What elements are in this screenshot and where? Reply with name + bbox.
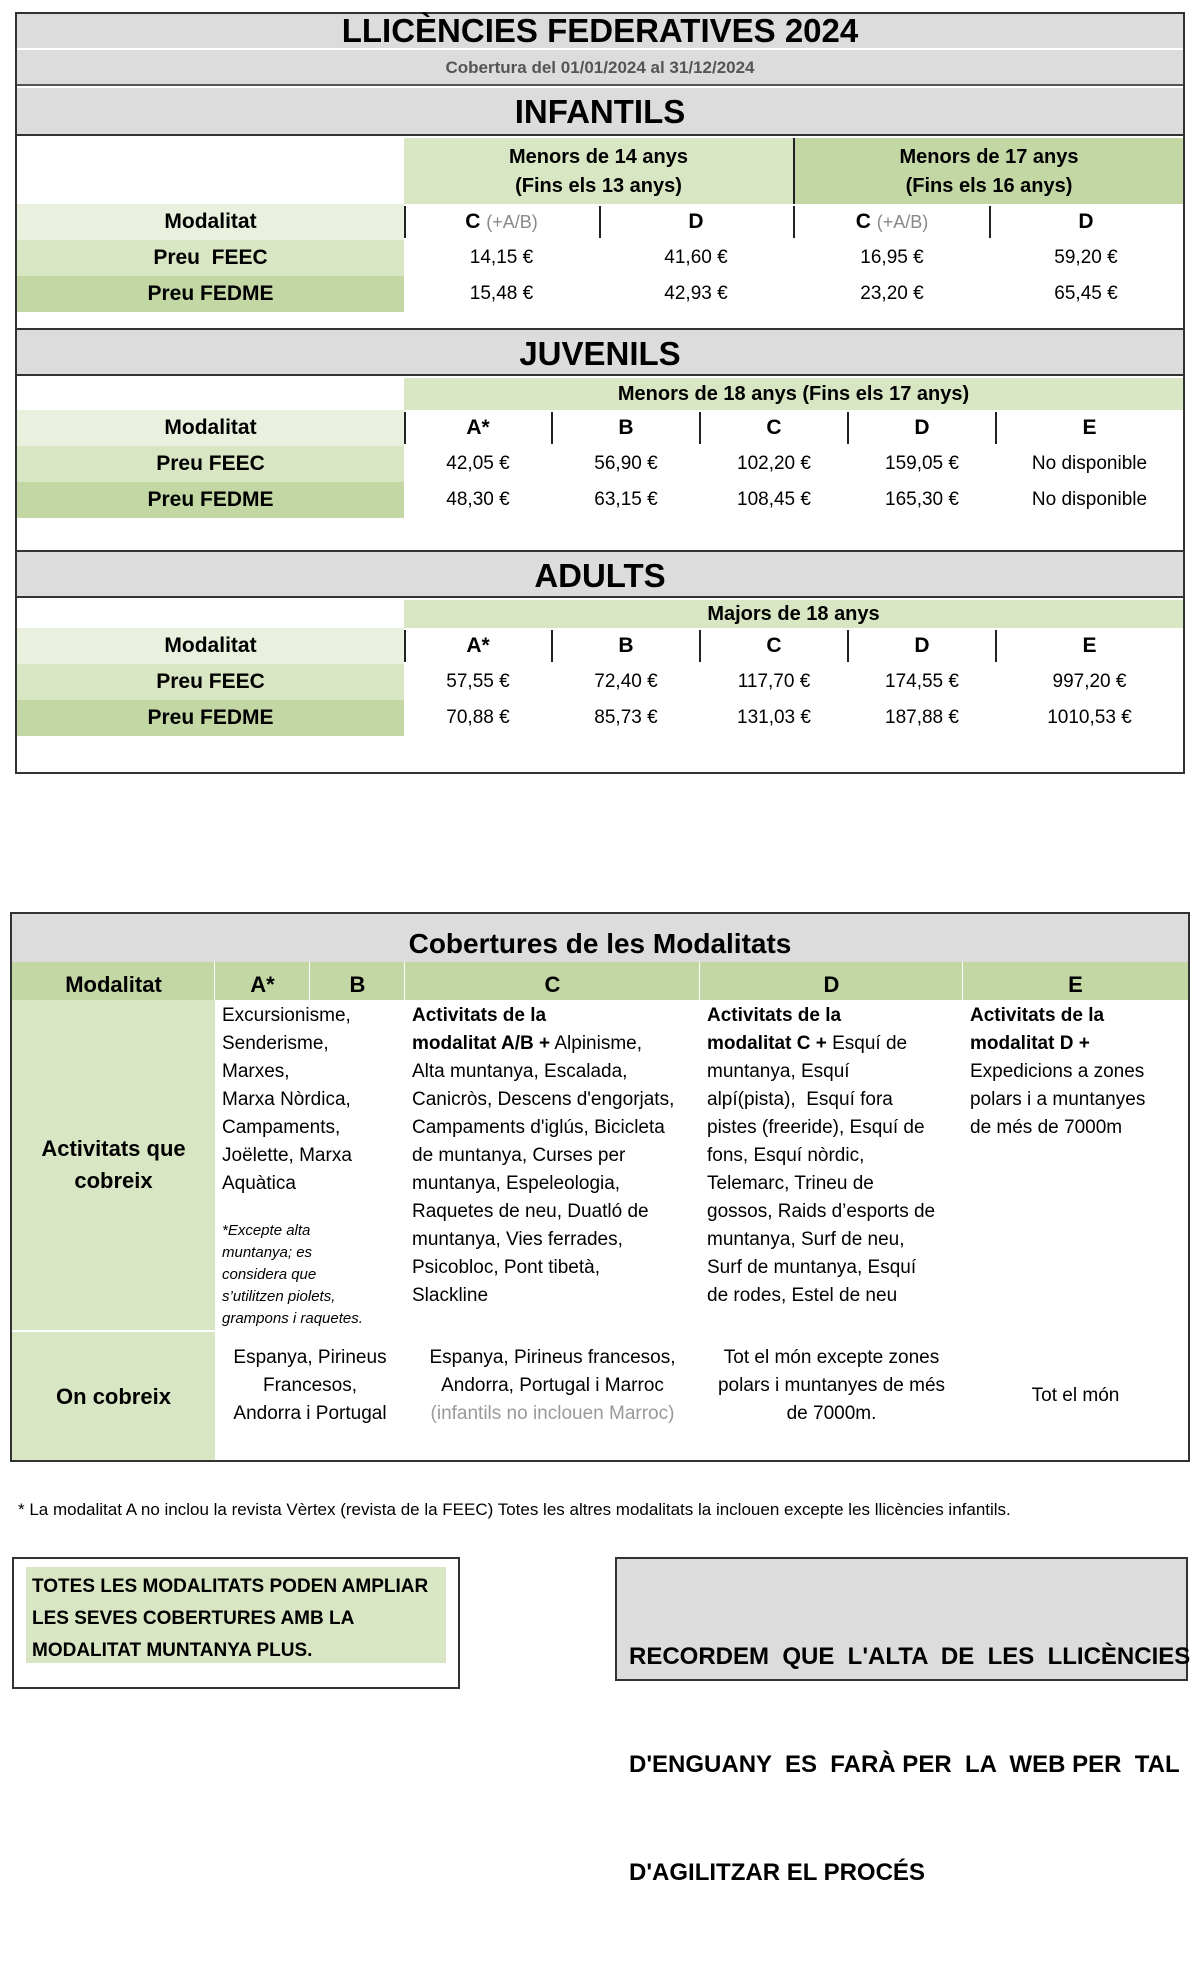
notice-left-text: TOTES LES MODALITATS PODEN AMPLIAR LES SEVES COBERTURES AMB LA MODALITAT MUNTANYA PLUS. xyxy=(32,1576,429,1661)
juvenils-feec-e: No disponible xyxy=(1031,453,1148,474)
infantils-fedme-c2: 23,20 € xyxy=(860,283,924,304)
juvenils-fedme-b: 63,15 € xyxy=(594,489,658,510)
adults-band xyxy=(17,552,1183,598)
juvenils-fedme-d: 165,30 € xyxy=(885,489,959,510)
adults-group: Majors de 18 anys xyxy=(404,600,1183,628)
footnote: * La modalitat A no inclou la revista Vèrtex (revista de la FEEC) Totes les altres modalitats la inclouen excepte les llicències infantils. xyxy=(18,1500,1011,1519)
infantils-group2: Menors de 17 anys (Fins els 16 anys) xyxy=(795,138,1183,204)
adults-mod-b: B xyxy=(618,634,634,657)
juvenils-group: Menors de 18 anys (Fins els 17 anys) xyxy=(404,378,1183,410)
adults-feec-b: 72,40 € xyxy=(594,671,658,692)
adults-heading: ADULTS xyxy=(534,557,666,594)
price-table xyxy=(15,12,1185,774)
notice-left-box xyxy=(12,1557,460,1689)
infantils-mod-c2: C (+A/B) xyxy=(855,210,929,233)
juvenils-mod-c: C xyxy=(766,416,782,439)
infantils-mod-d2: D xyxy=(1078,210,1094,233)
juvenils-feec-b: 56,90 € xyxy=(594,453,658,474)
infantils-feec-c2: 16,95 € xyxy=(860,247,924,268)
e-where: Tot el món xyxy=(1031,1385,1120,1406)
infantils-feec-label: Preu FEEC xyxy=(17,240,404,276)
infantils-mod-d1: D xyxy=(688,210,704,233)
juvenils-heading: JUVENILS xyxy=(519,335,681,372)
infantils-fedme-c1: 15,48 € xyxy=(469,283,534,304)
d-where: Tot el món excepte zones polars i muntanyes de més de 7000m. xyxy=(717,1347,946,1424)
adults-fedme-e: 1010,53 € xyxy=(1047,707,1132,728)
adults-feec-label: Preu FEEC xyxy=(17,664,404,700)
e-activities: Activitats de la modalitat D + Expedicions a zones polars i a muntanyes de més de 7000m xyxy=(970,1005,1146,1138)
juvenils-mod-d: D xyxy=(914,416,930,439)
title-band xyxy=(17,14,1183,48)
adults-feec-d: 174,55 € xyxy=(885,671,959,692)
coverage-heading-band xyxy=(12,914,1188,962)
juvenils-feec-label: Preu FEEC xyxy=(17,446,404,482)
notice-right-box xyxy=(615,1557,1191,1886)
infantils-band xyxy=(17,88,1183,136)
juvenils-mod-a: A* xyxy=(466,416,490,439)
adults-feec-a: 57,55 € xyxy=(446,671,510,692)
coverage-col-c: C xyxy=(544,972,561,997)
juvenils-fedme-c: 108,45 € xyxy=(737,489,811,510)
juvenils-fedme-a: 48,30 € xyxy=(446,489,510,510)
infantils-fedme-d2: 65,45 € xyxy=(1054,283,1118,304)
infantils-modalitat-label: Modalitat xyxy=(17,204,404,240)
infantils-fedme-label: Preu FEDME xyxy=(17,276,404,312)
infantils-feec-c1: 14,15 € xyxy=(469,247,534,268)
d-activities: Activitats de la modalitat C + Esquí de muntanya, Esquí alpí(pista), Esquí fora pistes (freeride), Esquí de fons, Esquí nòrdic, Telemarc, Trineu de gossos, Raids d’esports de muntanya, Surf de neu, Surf de muntanya, Esquí de rodes, Estel de neu xyxy=(707,1005,936,1306)
infantils-mod-c1: C (+A/B) xyxy=(465,210,538,233)
adults-feec-c: 117,70 € xyxy=(737,671,811,692)
juvenils-band xyxy=(17,330,1183,376)
infantils-fedme-d1: 42,93 € xyxy=(664,283,728,304)
juvenils-feec-a: 42,05 € xyxy=(446,453,510,474)
c-activities: Activitats de la modalitat A/B + Alpinisme, Alta muntanya, Escalada, Canicròs, Descens d'engorjats, Campaments d'iglús, Bicicleta de muntanya, Curses per muntanya, Espeleologia, Raquetes de neu, Duatló de muntanya, Vies ferrades, Psicobloc, Pont tibetà, Slackline xyxy=(412,1005,675,1306)
coverage-text: Cobertura del 01/01/2024 al 31/12/2024 xyxy=(445,58,755,77)
coverage-col-b: B xyxy=(349,972,366,997)
coverage-col-modalitat: Modalitat xyxy=(65,972,162,997)
ab-activities: Excursionisme, Senderisme, Marxes, Marxa Nòrdica, Campaments, Joëlette, Marxa Aquàtica xyxy=(222,1005,352,1194)
adults-fedme-c: 131,03 € xyxy=(737,707,811,728)
juvenils-fedme-label: Preu FEDME xyxy=(17,482,404,518)
adults-mod-d: D xyxy=(914,634,930,657)
infantils-heading: INFANTILS xyxy=(514,93,686,130)
infantils-feec-d2: 59,20 € xyxy=(1054,247,1118,268)
coverage-row-on-label: On cobreix xyxy=(56,1384,171,1409)
page-title: LLICÈNCIES FEDERATIVES 2024 xyxy=(341,12,859,49)
coverage-heading: Cobertures de les Modalitats xyxy=(408,928,792,959)
infantils-group1: Menors de 14 anys (Fins els 13 anys) xyxy=(404,138,793,204)
ab-where: Espanya, Pirineus Francesos, Andorra i Portugal xyxy=(233,1347,387,1424)
coverage-band xyxy=(17,50,1183,86)
adults-fedme-a: 70,88 € xyxy=(446,707,510,728)
coverage-row-activitats-label: Activitats que cobreix xyxy=(41,1136,186,1193)
ab-note: *Excepte alta muntanya; es considera que s’utilitzen piolets, grampons i raquetes. xyxy=(222,1222,363,1327)
c-where: Espanya, Pirineus francesos, Andorra, Portugal i Marroc (infantils no inclouen Marroc) xyxy=(429,1347,676,1424)
juvenils-mod-b: B xyxy=(618,416,634,439)
adults-fedme-d: 187,88 € xyxy=(885,707,959,728)
adults-feec-e: 997,20 € xyxy=(1052,671,1127,692)
adults-fedme-b: 85,73 € xyxy=(594,707,658,728)
adults-fedme-label: Preu FEDME xyxy=(17,700,404,736)
juvenils-modalitat-label: Modalitat xyxy=(17,410,404,446)
juvenils-fedme-e: No disponible xyxy=(1031,489,1148,510)
coverage-col-e: E xyxy=(1068,972,1083,997)
adults-modalitat-label: Modalitat xyxy=(17,628,404,664)
notice-right-text: RECORDEM QUE L'ALTA DE LES LLICÈNCIES D'ENGUANY ES FARÀ PER LA WEB PER TAL D'AGILITZAR EL PROCÉS xyxy=(629,1643,1191,1886)
coverage-col-a: A* xyxy=(250,972,275,997)
coverage-table xyxy=(10,912,1190,1462)
adults-mod-e: E xyxy=(1082,634,1097,657)
juvenils-mod-e: E xyxy=(1082,416,1097,439)
juvenils-feec-c: 102,20 € xyxy=(737,453,811,474)
coverage-col-d: D xyxy=(823,972,840,997)
infantils-feec-d1: 41,60 € xyxy=(664,247,728,268)
adults-mod-c: C xyxy=(766,634,782,657)
adults-mod-a: A* xyxy=(466,634,490,657)
juvenils-feec-d: 159,05 € xyxy=(885,453,959,474)
